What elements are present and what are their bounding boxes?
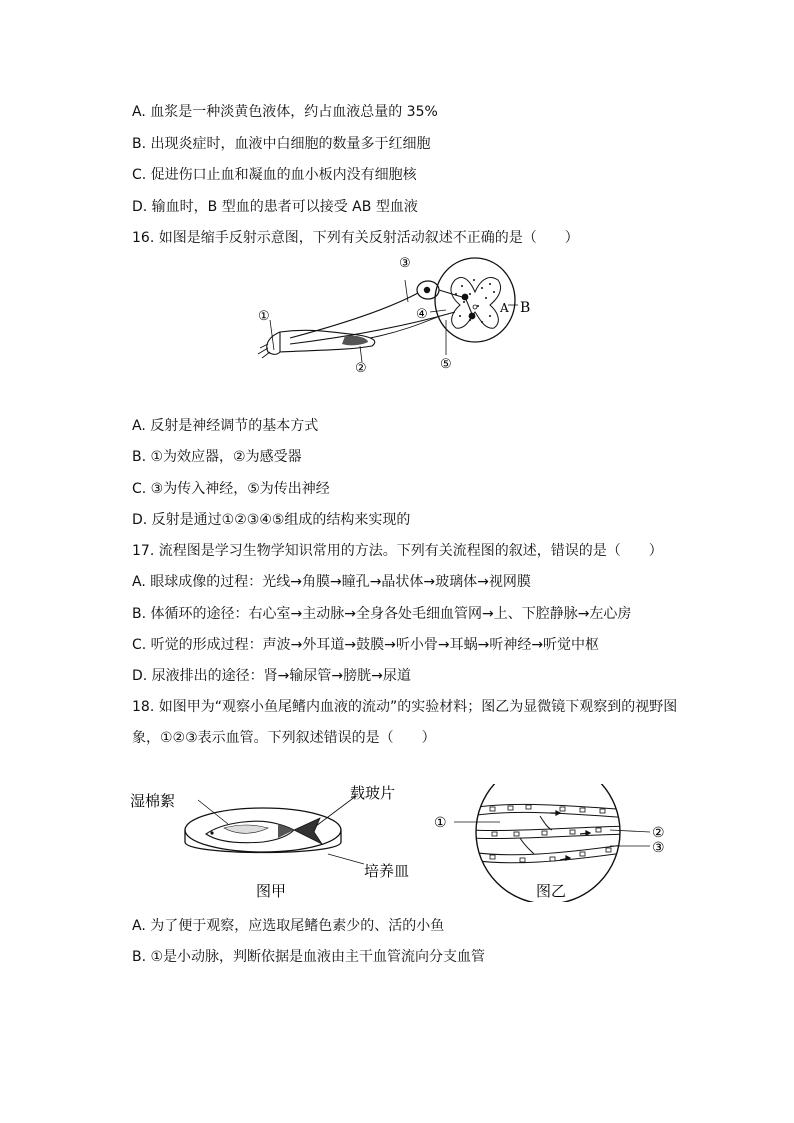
- q18-option-a: A. 为了便于观察，应选取尾鳍色素少的、活的小鱼: [132, 918, 445, 934]
- label-3: ③: [399, 255, 411, 271]
- q15-option-c: C. 促进伤口止血和凝血的血小板内没有细胞核: [132, 167, 417, 183]
- q15-option-b: B. 出现炎症时，血液中白细胞的数量多于红细胞: [132, 136, 431, 152]
- label-4: ④: [416, 307, 428, 322]
- q15-option-d: D. 输血时，B 型血的患者可以接受 AB 型血液: [132, 199, 418, 215]
- field-label-1: ①: [434, 815, 447, 831]
- label-5: ⑤: [440, 357, 452, 372]
- q16-option-c: C. ③为传入神经，⑤为传出神经: [132, 481, 330, 497]
- q17-option-a: A. 眼球成像的过程：光线→角膜→瞳孔→晶状体→玻璃体→视网膜: [132, 574, 531, 590]
- q17-stem: 17. 流程图是学习生物学知识常用的方法。下列有关流程图的叙述，错误的是（ ）: [132, 543, 663, 559]
- figure-a-caption: 图甲: [256, 882, 287, 900]
- q15-option-a: A. 血浆是一种淡黄色液体，约占血液总量的 35%: [132, 104, 438, 120]
- microscope-field-figure: [430, 784, 690, 902]
- q17-option-d: D. 尿液排出的途径：肾→输尿管→膀胱→尿道: [132, 668, 411, 684]
- label-a: A: [500, 301, 509, 315]
- q16-option-d: D. 反射是通过①②③④⑤组成的结构来实现的: [132, 512, 411, 528]
- q18-option-b: B. ①是小动脉，判断依据是血液由主干血管流向分支血管: [132, 949, 486, 965]
- label-cotton: 湿棉絮: [130, 792, 176, 810]
- q18-stem-line2: 象，①②③表示血管。下列叙述错误的是（ ）: [132, 730, 436, 746]
- q17-option-c: C. 听觉的形成过程：声波→外耳道→鼓膜→听小骨→耳蜗→听神经→听觉中枢: [132, 637, 600, 653]
- q17-option-b: B. 体循环的途径：右心室→主动脉→全身各处毛细血管网→上、下腔静脉→左心房: [132, 606, 632, 622]
- label-2: ②: [355, 361, 367, 375]
- label-b: B: [520, 300, 531, 316]
- q18-stem-line1: 18. 如图甲为“观察小鱼尾鳍内血液的流动”的实验材料；图乙为显微镜下观察到的视野图: [132, 699, 678, 715]
- field-label-3: ③: [652, 840, 665, 856]
- fish-dish-figure: [128, 784, 438, 902]
- q16-option-a: A. 反射是神经调节的基本方式: [132, 418, 319, 434]
- reflex-arc-figure: [250, 250, 550, 375]
- label-1: ①: [258, 309, 270, 324]
- q16-option-b: B. ①为效应器，②为感受器: [132, 449, 302, 465]
- q16-stem: 16. 如图是缩手反射示意图，下列有关反射活动叙述不正确的是（ ）: [132, 230, 579, 246]
- field-label-2: ②: [652, 825, 665, 841]
- label-dish: 培养皿: [364, 862, 410, 880]
- figure-b-caption: 图乙: [536, 882, 567, 900]
- label-slide: 载玻片: [350, 784, 396, 802]
